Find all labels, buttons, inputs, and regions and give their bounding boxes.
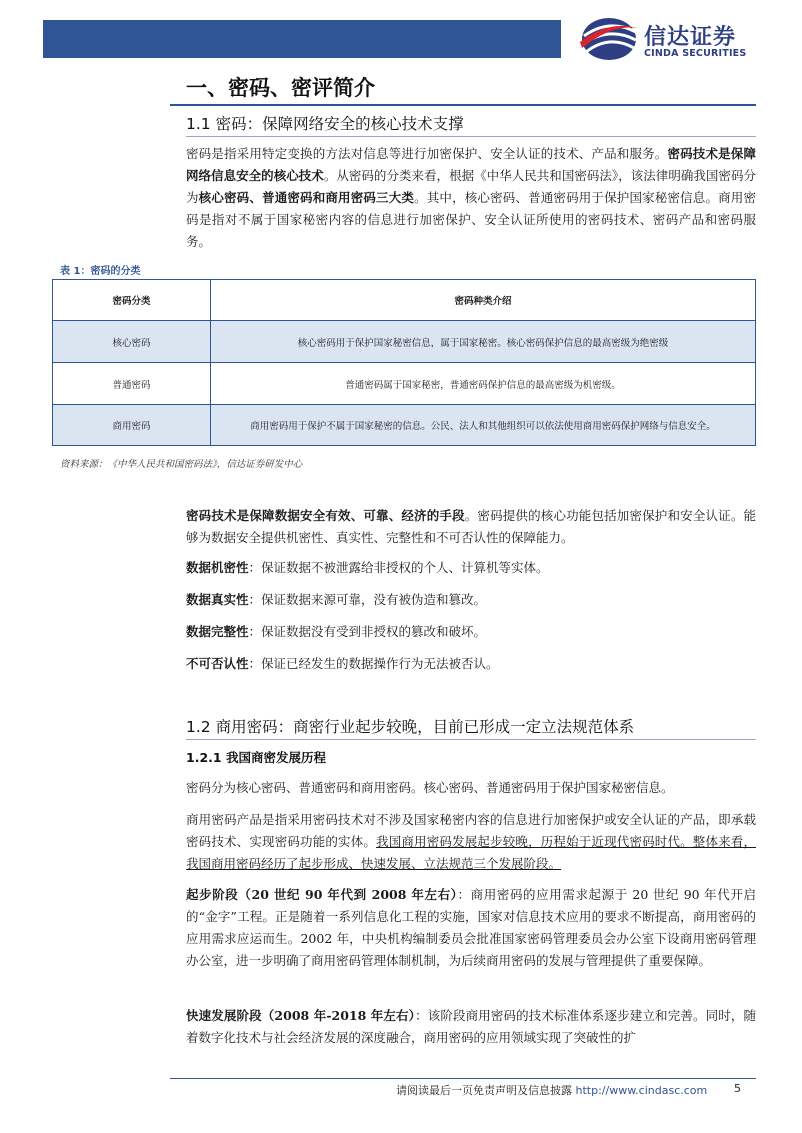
property-non-repudiation: 不可否认性：保证已经发生的数据操作行为无法被否认。 [186, 656, 499, 671]
section-title: 一、密码、密评简介 [186, 76, 375, 100]
subsection-1-2-title: 1.2 商用密码：商密行业起步较晚，目前已形成一定立法规范体系 [186, 718, 635, 736]
subsection-1-2-1-title: 1.2.1 我国商密发展历程 [186, 750, 326, 765]
paragraph-rapid-stage: 快速发展阶段（2008 年-2018 年左右）：该阶段商用密码的技术标准体系逐步建立和完善。同时，随着数字化技术与社会经济发展的深度融合，商用密码的应用领域实现了突破性的扩 [186, 1008, 756, 1045]
table-cell: 核心密码 [53, 321, 211, 363]
table-row [53, 405, 756, 446]
paragraph-data-security: 密码技术是保障数据安全有效、可靠、经济的手段。密码提供的核心功能包括加密保护和安全认证。能够为数据安全提供机密性、真实性、完整性和不可否认性的保障能力。 [186, 508, 756, 545]
header-bar [43, 20, 561, 58]
subsection-1-2-rule [186, 739, 756, 740]
table-row [53, 321, 756, 363]
table-cell: 商用密码 [53, 405, 211, 446]
table-cell: 核心密码用于保护国家秘密信息，属于国家秘密。核心密码保护信息的最高密级为绝密级 [211, 321, 756, 363]
property-authenticity: 数据真实性：保证数据来源可靠，没有被伪造和篡改。 [186, 592, 487, 607]
crypto-classification-table [52, 279, 756, 446]
table-row [53, 363, 756, 405]
paragraph-commercial-crypto: 商用密码产品是指采用密码技术对不涉及国家秘密内容的信息进行加密保护或安全认证的产品，即承载密码技术、实现密码功能的实体。我国商用密码发展起步较晚，历程始于近现代密码时代。整体来看，我国商用密码经历了起步形成、快速发展、立法规范三个发展阶段。 [186, 812, 756, 871]
cinda-globe-icon [578, 14, 640, 64]
table-cell: 商用密码用于保护不属于国家秘密的信息。公民、法人和其他组织可以依法使用商用密码保护网络与信息安全。 [211, 405, 756, 446]
section-title-rule [170, 104, 756, 106]
page-number: 5 [734, 1082, 741, 1095]
footer-url-link[interactable]: http://www.cindasc.com [575, 1084, 708, 1097]
table-header-cell: 密码种类介绍 [211, 280, 756, 321]
table-source-note: 资料来源：《中华人民共和国密码法》，信达证券研发中心 [60, 459, 303, 470]
table-cell: 普通密码 [53, 363, 211, 405]
footer-rule [170, 1078, 756, 1079]
property-integrity: 数据完整性：保证数据没有受到非授权的篡改和破坏。 [186, 624, 487, 639]
paragraph-crypto-types: 密码分为核心密码、普通密码和商用密码。核心密码、普通密码用于保护国家秘密信息。 [186, 780, 674, 795]
table-cell: 普通密码属于国家秘密，普通密码保护信息的最高密级为机密级。 [211, 363, 756, 405]
subsection-1-1-rule [186, 136, 756, 137]
paragraph-crypto-definition: 密码是指采用特定变换的方法对信息等进行加密保护、安全认证的技术、产品和服务。密码技术是保障网络信息安全的核心技术。从密码的分类来看，根据《中华人民共和国密码法》，该法律明确我国密码分为核心密码、普通密码和商用密码三大类。其中，核心密码、普通密码用于保护国家秘密信息。商用密码是指对不属于国家秘密内容的信息进行加密保护、安全认证所使用的密码技术、密码产品和密码服务。 [186, 146, 756, 249]
logo-english-name: CINDA SECURITIES [644, 48, 747, 59]
property-confidentiality: 数据机密性：保证数据不被泄露给非授权的个人、计算机等实体。 [186, 560, 549, 575]
table-title: 表 1：密码的分类 [60, 266, 141, 277]
logo-chinese-name: 信达证券 [644, 25, 737, 50]
paragraph-initial-stage: 起步阶段（20 世纪 90 年代到 2008 年左右）：商用密码的应用需求起源于 20 世纪 90 年代开启的“金字”工程。正是随着一系列信息化工程的实施，国家对信息技术应用的要求不断提高，商用密码的应用需求应运而生。2002 年，中央机构编制委员会批准国家密码管理委员会办公室下设商用密码管理办公室，进一步明确了商用密码管理体制机制，为后续商用密码的发展与管理提供了重要保障。 [186, 887, 756, 968]
cinda-logo [578, 14, 778, 64]
footer-disclaimer: 请阅读最后一页免责声明及信息披露 http://www.cindasc.com [396, 1084, 708, 1097]
subsection-1-1-title: 1.1 密码：保障网络安全的核心技术支撑 [186, 115, 464, 133]
table-header-cell: 密码分类 [53, 280, 211, 321]
table-header-row [53, 280, 756, 321]
